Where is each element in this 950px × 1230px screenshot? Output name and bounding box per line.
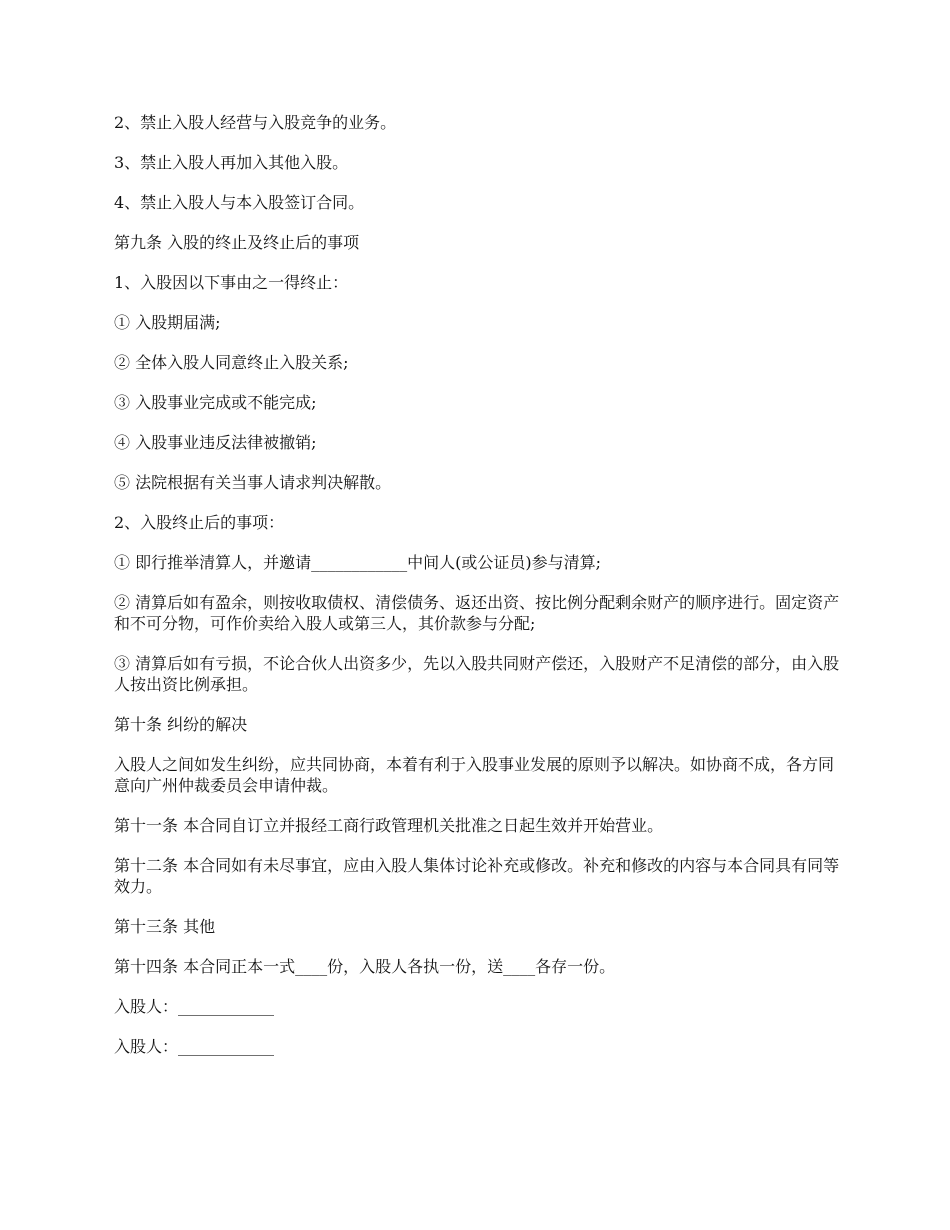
termination-reason-5: ⑤ 法院根据有关当事人请求判决解散。 — [114, 473, 392, 492]
clause-10-body: 入股人之间如发生纠纷，应共同协商，本着有利于入股事业发展的原则予以解决。如协商不成，各方同意向广州仲裁委员会申请仲裁。 — [114, 755, 835, 795]
post-termination-step-1: ① 即行推举清算人，并邀请____________中间人(或公证员)参与清算; — [114, 553, 601, 572]
clause-8-item-3: 3、禁止入股人再加入其他入股。 — [114, 153, 349, 172]
post-termination-step-2: ② 清算后如有盈余，则按收取债权、清偿债务、返还出资、按比例分配剩余财产的顺序进行。固定资产和不可分物，可作价卖给入股人或第三人，其价款参与分配; — [114, 593, 840, 633]
clause-12: 第十二条 本合同如有未尽事宜，应由入股人集体讨论补充或修改。补充和修改的内容与本合同具有同等效力。 — [114, 856, 840, 896]
signature-line-2: 入股人：____________ — [114, 1037, 275, 1056]
clause-8-item-2: 2、禁止入股人经营与入股竞争的业务。 — [114, 113, 397, 132]
termination-reason-1: ① 入股期届满; — [114, 313, 221, 332]
clause-10-heading: 第十条 纠纷的解决 — [114, 715, 248, 734]
clause-14: 第十四条 本合同正本一式____份，入股人各执一份，送____各存一份。 — [114, 957, 616, 976]
termination-reason-4: ④ 入股事业违反法律被撤销; — [114, 433, 317, 452]
termination-reason-3: ③ 入股事业完成或不能完成; — [114, 393, 317, 412]
clause-13: 第十三条 其他 — [114, 917, 216, 936]
post-termination-step-3: ③ 清算后如有亏损，不论合伙人出资多少，先以入股共同财产偿还，入股财产不足清偿的部分，由入股人按出资比例承担。 — [114, 654, 840, 694]
document-body — [114, 112, 844, 1076]
termination-reason-2: ② 全体入股人同意终止入股关系; — [114, 353, 349, 372]
clause-9-item-1: 1、入股因以下事由之一得终止： — [114, 273, 349, 292]
clause-9-heading: 第九条 入股的终止及终止后的事项 — [114, 233, 360, 252]
clause-9-item-2: 2、入股终止后的事项： — [114, 513, 285, 532]
clause-8-item-4: 4、禁止入股人与本入股签订合同。 — [114, 193, 365, 212]
clause-11: 第十一条 本合同自订立并报经工商行政管理机关批准之日起生效并开始营业。 — [114, 816, 664, 835]
signature-line-1: 入股人：____________ — [114, 997, 275, 1016]
